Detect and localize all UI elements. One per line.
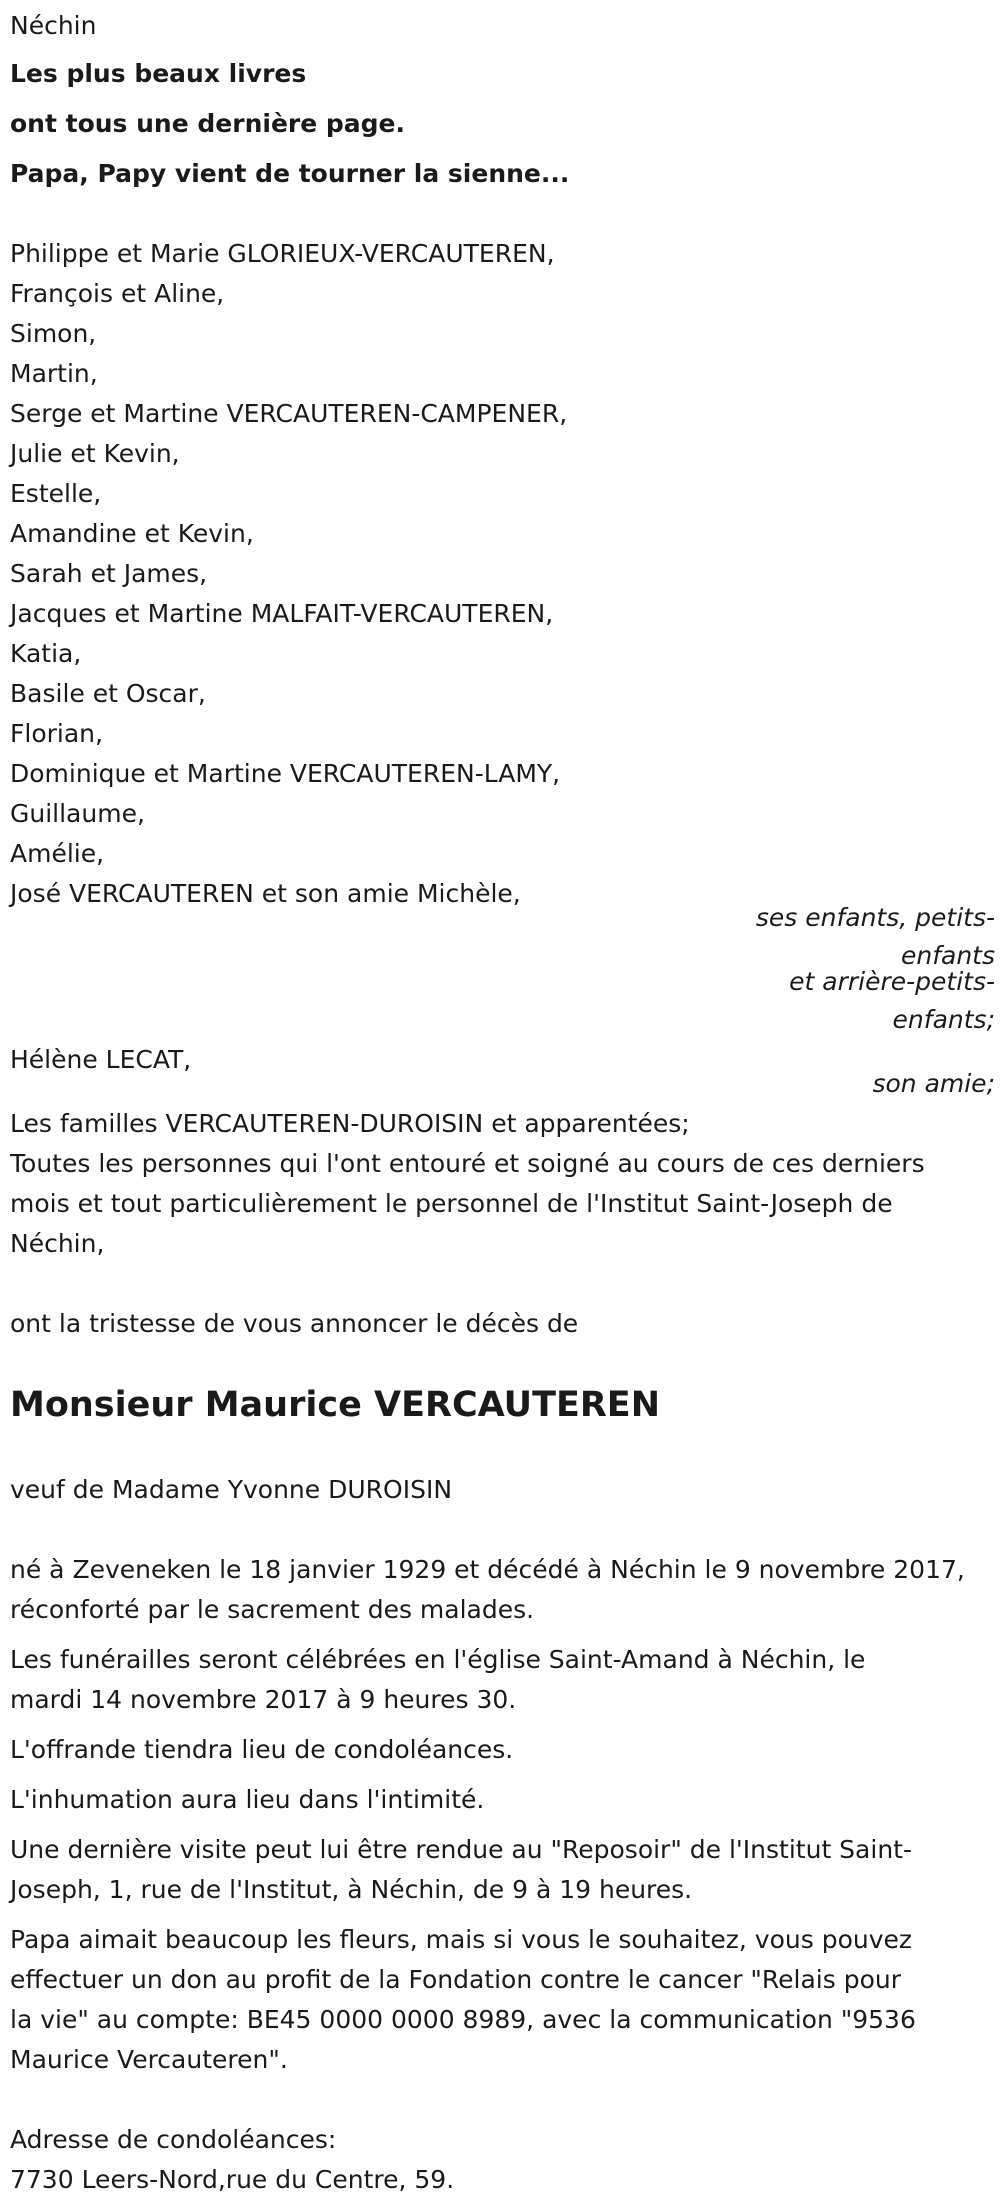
poem-line-3: Papa, Papy vient de tourner la sienne... <box>10 159 570 188</box>
families-line: Les familles VERCAUTEREN-DUROISIN et apparentées; <box>10 1109 690 1138</box>
caregivers-line-2: mois et tout particulièrement le personnel de l'Institut Saint-Joseph de <box>10 1189 893 1218</box>
family-member: Amandine et Kevin, <box>10 519 254 548</box>
deceased-name: Monsieur Maurice VERCAUTEREN <box>10 1385 661 1425</box>
family-member: José VERCAUTEREN et son amie Michèle, <box>10 879 521 908</box>
donation-line-4: Maurice Vercauteren". <box>10 2045 288 2074</box>
birth-death-line-2: réconforté par le sacrement des malades. <box>10 1595 535 1624</box>
address-label: Adresse de condoléances: <box>10 2125 337 2154</box>
donation-line-3: la vie" au compte: BE45 0000 0000 8989, avec la communication "9536 <box>10 2005 916 2034</box>
family-member: Martin, <box>10 359 98 388</box>
offering-line: L'offrande tiendra lieu de condoléances. <box>10 1735 514 1764</box>
place-name: Néchin <box>10 11 97 40</box>
address-value: 7730 Leers-Nord,rue du Centre, 59. <box>10 2165 455 2194</box>
birth-death-line-1: né à Zeveneken le 18 janvier 1929 et décédé à Néchin le 9 novembre 2017, <box>10 1555 965 1584</box>
burial-line: L'inhumation aura lieu dans l'intimité. <box>10 1785 485 1814</box>
family-member: Philippe et Marie GLORIEUX-VERCAUTEREN, <box>10 239 555 268</box>
family-member: Estelle, <box>10 479 102 508</box>
announcement-line: ont la tristesse de vous annoncer le décès de <box>10 1309 579 1338</box>
caregivers-line-1: Toutes les personnes qui l'ont entouré et soigné au cours de ces derniers <box>10 1149 925 1178</box>
visit-line-2: Joseph, 1, rue de l'Institut, à Néchin, de 9 à 19 heures. <box>10 1875 693 1904</box>
funeral-line-1: Les funérailles seront célébrées en l'église Saint-Amand à Néchin, le <box>10 1645 866 1674</box>
caregivers-line-3: Néchin, <box>10 1229 105 1258</box>
poem-line-2: ont tous une dernière page. <box>10 109 405 138</box>
donation-line-1: Papa aimait beaucoup les fleurs, mais si vous le souhaitez, vous pouvez <box>10 1925 913 1954</box>
family-role-line-3: et arrière-petits- <box>789 967 995 996</box>
family-role-line-4: enfants; <box>892 1005 995 1034</box>
family-member: Florian, <box>10 719 103 748</box>
family-member: Guillaume, <box>10 799 145 828</box>
family-member: Amélie, <box>10 839 105 868</box>
family-member: Katia, <box>10 639 82 668</box>
poem-line-1: Les plus beaux livres <box>10 59 307 88</box>
family-member: François et Aline, <box>10 279 225 308</box>
family-member: Serge et Martine VERCAUTEREN-CAMPENER, <box>10 399 568 428</box>
friend-role: son amie; <box>872 1069 995 1098</box>
family-member: Simon, <box>10 319 97 348</box>
family-member: Jacques et Martine MALFAIT-VERCAUTEREN, <box>10 599 554 628</box>
visit-line-1: Une dernière visite peut lui être rendue au "Reposoir" de l'Institut Saint- <box>10 1835 912 1864</box>
funeral-line-2: mardi 14 novembre 2017 à 9 heures 30. <box>10 1685 517 1714</box>
family-member: Sarah et James, <box>10 559 208 588</box>
widower-line: veuf de Madame Yvonne DUROISIN <box>10 1475 453 1504</box>
family-role-line-1: ses enfants, petits- <box>755 903 995 932</box>
family-member: Basile et Oscar, <box>10 679 206 708</box>
donation-line-2: effectuer un don au profit de la Fondation contre le cancer "Relais pour <box>10 1965 902 1994</box>
friend-name: Hélène LECAT, <box>10 1045 192 1074</box>
family-member: Dominique et Martine VERCAUTEREN-LAMY, <box>10 759 561 788</box>
family-member: Julie et Kevin, <box>10 439 180 468</box>
family-role-line-2: enfants <box>900 941 995 970</box>
